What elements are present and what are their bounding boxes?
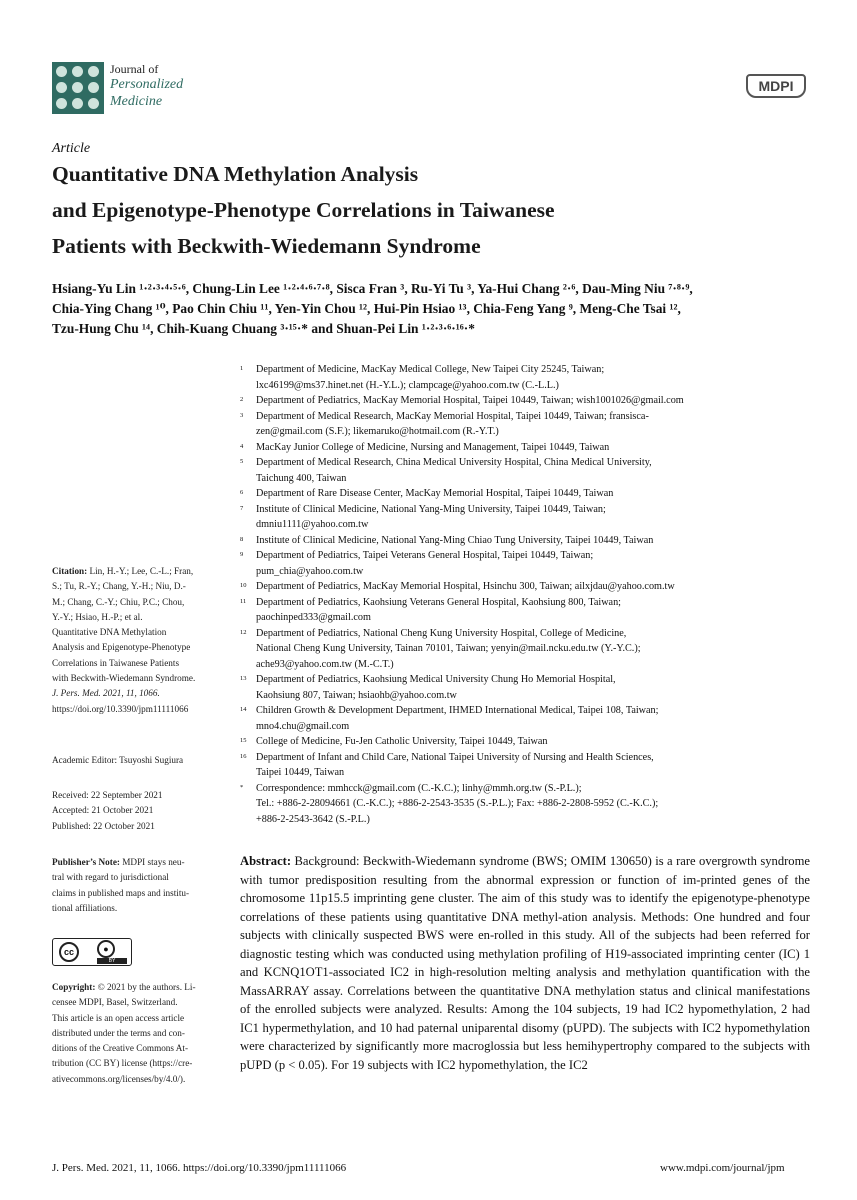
published-date: Published: 22 October 2021 — [52, 820, 155, 831]
footer-journal-url[interactable]: www.mdpi.com/journal/jpm — [660, 1162, 785, 1174]
cc-by-license-icon[interactable] — [52, 938, 132, 966]
affiliation-line: Department of Medical Research, MacKay Memorial Hospital, Taipei 10449, Taiwan; fransisca- — [256, 410, 649, 422]
affiliation-number: 3 — [240, 411, 244, 419]
affiliation-line: Department of Medicine, MacKay Medical College, New Taipei City 25245, Taiwan; — [256, 364, 605, 375]
publisher-logo: MDPI — [746, 74, 806, 98]
copyright-line-3: distributed under the terms and con- — [52, 1027, 185, 1038]
logo-dot — [88, 66, 99, 77]
copyright-line-2: This article is an open access article — [52, 1012, 185, 1023]
affiliation-item — [240, 579, 810, 595]
affiliation-line: Taichung 400, Taiwan — [256, 472, 347, 484]
academic-editor: Academic Editor: Tsuyoshi Sugiura — [52, 755, 184, 765]
affiliation-line: dmniu1111@yahoo.com.tw — [256, 519, 369, 530]
copyright-line-0: © 2021 by the authors. Li- — [95, 982, 196, 992]
copyright-line-4: ditions of the Creative Commons At- — [52, 1043, 189, 1054]
journal-name-line3: Medicine — [110, 94, 163, 109]
citation-line-1: S.; Tu, R.-Y.; Chang, Y.-H.; Niu, D.- — [52, 581, 186, 592]
received-date: Received: 22 September 2021 — [52, 790, 163, 800]
affiliation-item — [240, 781, 810, 828]
article-type: Article — [52, 141, 91, 156]
logo-dot — [88, 82, 99, 93]
footer-citation: J. Pers. Med. 2021, 11, 1066. https://doi.org/10.3390/jpm11111066 — [52, 1162, 347, 1174]
affiliation-line: Institute of Clinical Medicine, National Yang-Ming Chiao Tung University, Taipei 10449, Taiwan — [256, 534, 654, 546]
affiliation-number: 4 — [240, 442, 244, 450]
copyright-line-6: ativecommons.org/licenses/by/4.0/). — [52, 1073, 186, 1084]
title-line-3: Patients with Beckwith-Wiedemann Syndrome — [52, 234, 481, 258]
affiliation-line: Department of Medical Research, China Medical University Hospital, China Medical University, — [256, 457, 652, 468]
affiliation-line: Department of Pediatrics, Taipei Veterans General Hospital, Taipei 10449, Taiwan; — [256, 550, 594, 561]
accepted-date: Accepted: 21 October 2021 — [52, 805, 154, 816]
affiliation-line: mno4.chu@gmail.com — [256, 720, 350, 732]
citation-line-3: Y.-Y.; Hsiao, H.-P.; et al. — [52, 611, 143, 622]
affiliation-number: 13 — [240, 675, 247, 682]
abstract-text: Background: Beckwith-Wiedemann syndrome (BWS; OMIM 130650) is a rare overgrowth syndrome with tumor predisposition resulting from the abnormal expression or function of im-printed genes of the chromosome 11p15.5 imprinting gene cluster. The aim of this study was to identify the epigenotype-phenotype correlations of these patients using quantitative DNA methyl-ation analysis. Methods: One hundred and four subjects with clinically suspected BWS were en-rolled in this study. All of the subjects had been referred for diagnostic testing which was conducted using methylation profiling of H19-associated imprinting center (IC) 1 and KCNQ1OT1-associated IC2 in high-resolution melting analysis and methylation quantification with the MassARRAY assay. Correlations between the quantitative DNA methylation status and clinical manifestations of the enrolled subjects were analyzed. Results: Among the 104 subjects, 19 had IC2 hypomethylation, 2 had IC1 hypermethylation, and 10 had paternal uniparental disomy (pUPD). The subjects with IC2 hypomethylation were characterized by significantly more macroglossia but less hemihypertrophy compared to the subjects with pUPD (p < 0.05). For 19 subjects with IC2 hypomethylation, the IC2 — [240, 854, 810, 1072]
citation-line-4: Quantitative DNA Methylation — [52, 627, 167, 638]
affiliation-line: Department of Pediatrics, National Cheng Kung University Hospital, College of Medicine, — [256, 627, 627, 639]
publisher-note-line-2: claims in published maps and institu- — [52, 887, 190, 898]
affiliation-number: 15 — [240, 737, 247, 744]
citation-label: Citation: — [52, 566, 88, 576]
logo-dot — [56, 82, 67, 93]
affiliation-item — [240, 595, 810, 626]
citation-line-7: with Beckwith-Wiedemann Syndrome. — [52, 673, 196, 684]
affiliation-line: Department of Pediatrics, Kaohsiung Medical University Chung Ho Memorial Hospital, — [256, 674, 616, 685]
affiliation-item — [240, 409, 810, 440]
affiliation-line: Children Growth & Development Department, IHMED International Medical, Taipei 108, Taiwan; — [256, 705, 659, 716]
affiliation-line: Kaohsiung 807, Taiwan; hsiaohb@yahoo.com.tw — [256, 689, 457, 701]
by-label: BY — [97, 958, 127, 964]
logo-dot — [56, 66, 67, 77]
affiliation-item — [240, 455, 810, 486]
affiliation-number: 5 — [240, 458, 244, 465]
affiliation-item — [240, 362, 810, 393]
author-line-1: Hsiang-Yu Lin ¹·²·³·⁴·⁵·⁶, Chung-Lin Lee ¹·²·⁴·⁶·⁷·⁸, Sisca Fran ³, Ru-Yi Tu ³, Ya-Hui Chang ²·⁶, Dau-Ming Niu ⁷·⁸·⁹, — [52, 281, 693, 296]
affiliation-item — [240, 734, 810, 750]
affiliation-number: 14 — [240, 706, 247, 713]
affiliation-line: Department of Pediatrics, MacKay Memorial Hospital, Hsinchu 300, Taiwan; ailxjdau@yahoo.com.tw — [256, 581, 675, 592]
citation-line-6: Correlations in Taiwanese Patients — [52, 657, 180, 668]
affiliation-line: Institute of Clinical Medicine, National Yang-Ming University, Taipei 10449, Taiwan; — [256, 503, 606, 515]
affiliation-line: paochinped333@gmail.com — [256, 612, 371, 623]
affiliation-item — [240, 533, 810, 549]
logo-dot — [72, 66, 83, 77]
affiliation-item — [240, 502, 810, 533]
affiliation-item — [240, 440, 810, 456]
affiliation-line: Taipei 10449, Taiwan — [256, 767, 345, 778]
citation-block — [52, 564, 217, 717]
affiliation-line: pum_chia@yahoo.com.tw — [256, 565, 364, 577]
abstract-label: Abstract: — [240, 854, 292, 868]
publisher-note — [52, 855, 217, 916]
affiliation-number: 6 — [240, 489, 244, 496]
title-line-2: and Epigenotype-Phenotype Correlations in Taiwanese — [52, 198, 555, 222]
publisher-note-line-3: tional affiliations. — [52, 902, 118, 913]
affiliation-item — [240, 703, 810, 734]
affiliation-line: Tel.: +886-2-28094661 (C.-K.C.); +886-2-2543-3535 (S.-P.L.); Fax: +886-2-2808-5952 (C.-K.C.); — [256, 798, 659, 809]
affiliation-item — [240, 750, 810, 781]
affiliation-line: zen@gmail.com (S.F.); likemaruko@hotmail.com (R.-Y.T.) — [256, 426, 499, 437]
dates-block — [52, 788, 217, 834]
journal-logo-icon — [52, 62, 104, 114]
journal-name-line1: Journal of — [110, 62, 159, 76]
affiliation-line: Department of Pediatrics, Kaohsiung Veterans General Hospital, Kaohsiung 800, Taiwan; — [256, 596, 622, 608]
affiliation-number: 8 — [240, 535, 244, 543]
affiliation-item — [240, 548, 810, 579]
affiliation-item — [240, 672, 810, 703]
citation-line-5: Analysis and Epigenotype-Phenotype — [52, 642, 191, 653]
affiliation-line: National Cheng Kung University, Tainan 70101, Taiwan; yenyin@mail.ncku.edu.tw (Y.-Y.C.); — [256, 643, 641, 654]
affiliation-item — [240, 486, 810, 502]
affiliation-line: College of Medicine, Fu-Jen Catholic University, Taipei 10449, Taiwan — [256, 736, 548, 747]
affiliation-line: Department of Pediatrics, MacKay Memorial Hospital, Taipei 10449, Taiwan; wish1001026@gmail.com — [256, 395, 684, 406]
logo-dot — [72, 82, 83, 93]
affiliation-number: * — [240, 783, 244, 791]
logo-dot — [88, 98, 99, 109]
citation-line-2: M.; Chang, C.-Y.; Chiu, P.C.; Chou, — [52, 596, 185, 607]
publisher-note-line-1: tral with regard to jurisdictional — [52, 872, 169, 883]
affiliation-line: ache93@yahoo.com.tw (M.-C.T.) — [256, 658, 394, 670]
affiliation-number: 7 — [240, 504, 244, 512]
affiliation-number: 2 — [240, 396, 244, 403]
affiliation-number: 1 — [240, 365, 244, 372]
journal-name-line2: Personalized — [110, 77, 184, 92]
affiliation-number: 10 — [240, 582, 247, 589]
affiliation-line: MacKay Junior College of Medicine, Nursing and Management, Taipei 10449, Taiwan — [256, 441, 610, 453]
affiliations-list — [240, 362, 810, 827]
copyright-block — [52, 980, 217, 1087]
affiliation-number: 11 — [240, 597, 247, 605]
logo-dot — [72, 98, 83, 109]
copyright-label: Copyright: — [52, 982, 96, 992]
affiliation-line: Correspondence: mmhcck@gmail.com (C.-K.C.); linhy@mmh.org.tw (S.-P.L.); — [256, 782, 582, 794]
cc-icon: cc — [59, 942, 79, 962]
publisher-note-line-0: MDPI stays neu- — [119, 857, 185, 867]
affiliation-number: 16 — [240, 752, 247, 760]
copyright-line-5: tribution (CC BY) license (https://cre- — [52, 1058, 193, 1069]
citation-doi-link[interactable]: https://doi.org/10.3390/jpm11111066 — [52, 703, 189, 714]
logo-dot — [56, 98, 67, 109]
affiliation-line: lxc46199@ms37.hinet.net (H.-Y.L.); clampcage@yahoo.com.tw (C.-L.L.) — [256, 379, 559, 391]
citation-line-0: Lin, H.-Y.; Lee, C.-L.; Fran, — [87, 566, 194, 576]
affiliation-line: Department of Infant and Child Care, National Taipei University of Nursing and Health Sciences, — [256, 751, 654, 763]
affiliation-item — [240, 626, 810, 673]
copyright-line-1: censee MDPI, Basel, Switzerland. — [52, 997, 178, 1008]
affiliation-line: +886-2-2543-3642 (S.-P.L.) — [256, 813, 370, 825]
publisher-note-label: Publisher’s Note: — [52, 857, 120, 867]
title-line-1: Quantitative DNA Methylation Analysis — [52, 162, 419, 186]
affiliation-number: 12 — [240, 628, 247, 636]
author-line-2: Chia-Ying Chang ¹⁰, Pao Chin Chiu ¹¹, Yen-Yin Chou ¹², Hui-Pin Hsiao ¹³, Chia-Feng Yang ⁹, Meng-Che Tsai ¹², — [52, 301, 681, 316]
affiliation-item — [240, 393, 810, 409]
abstract-paragraph — [240, 852, 810, 1074]
author-line-3: Tzu-Hung Chu ¹⁴, Chih-Kuang Chuang ³·¹⁵·* and Shuan-Pei Lin ¹·²·³·⁶·¹⁶·* — [52, 321, 475, 336]
affiliation-line: Department of Rare Disease Center, MacKay Memorial Hospital, Taipei 10449, Taiwan — [256, 488, 614, 499]
affiliation-number: 9 — [240, 551, 244, 558]
person-icon: ● — [97, 940, 115, 958]
citation-line-8: J. Pers. Med. 2021, 11, 1066. — [52, 688, 160, 699]
